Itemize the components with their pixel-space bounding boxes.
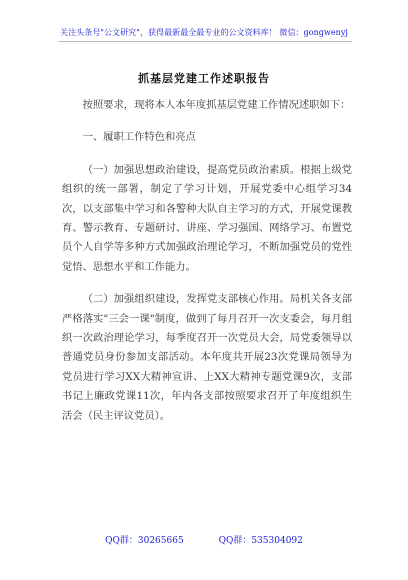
footer-qq-groups xyxy=(0,533,408,546)
footer-qq-group-2: QQ群：535304092 xyxy=(218,536,303,546)
paragraph-1: （一）加强思想政治建设，提高党员政治素质。根据上级党组织的统一部署，制定了学习计划，开展党委中心组学习34次，以支部集中学习和各警种大队自主学习的方式，开展党课教育、警示教育、专题研讨、讲座、学习强国、网络学习、布置党员个人自学等多种方式加强政治理论学习，不断加强党员的党性觉悟、思想水平和工作能力。 xyxy=(62,163,352,273)
intro-paragraph: 按照要求，现将本人本年度抓基层党建工作情况述职如下： xyxy=(82,99,351,111)
footer-qq-group-1: QQ群：30265665 xyxy=(105,536,184,546)
document-title: 抓基层党建工作述职报告 xyxy=(138,72,270,85)
header-divider xyxy=(58,41,352,42)
header-promo-text: 关注头条号"公文研究"，获得最新最全最专业的公文资料库！ 微信：gongwenyj xyxy=(60,28,348,37)
paragraph-2: （二）加强组织建设，发挥党支部核心作用。局机关各支部严格落实"三会一课"制度，做到了每月召开一次支委会，每月组织一次政治理论学习，每季度召开一次党员大会，局党委领导以普通党员身份参加支部活动。本年度共开展23次党课局领导为党员进行学习XX大精神宣讲、上XX大精神专题党课9次，支部书记上廉政党课11次，年内各支部按照要求召开了年度组织生活会（民主评议党员）。 xyxy=(62,293,352,422)
section-heading-1: 一、履职工作特色和亮点 xyxy=(82,131,196,144)
document-body xyxy=(62,96,352,426)
